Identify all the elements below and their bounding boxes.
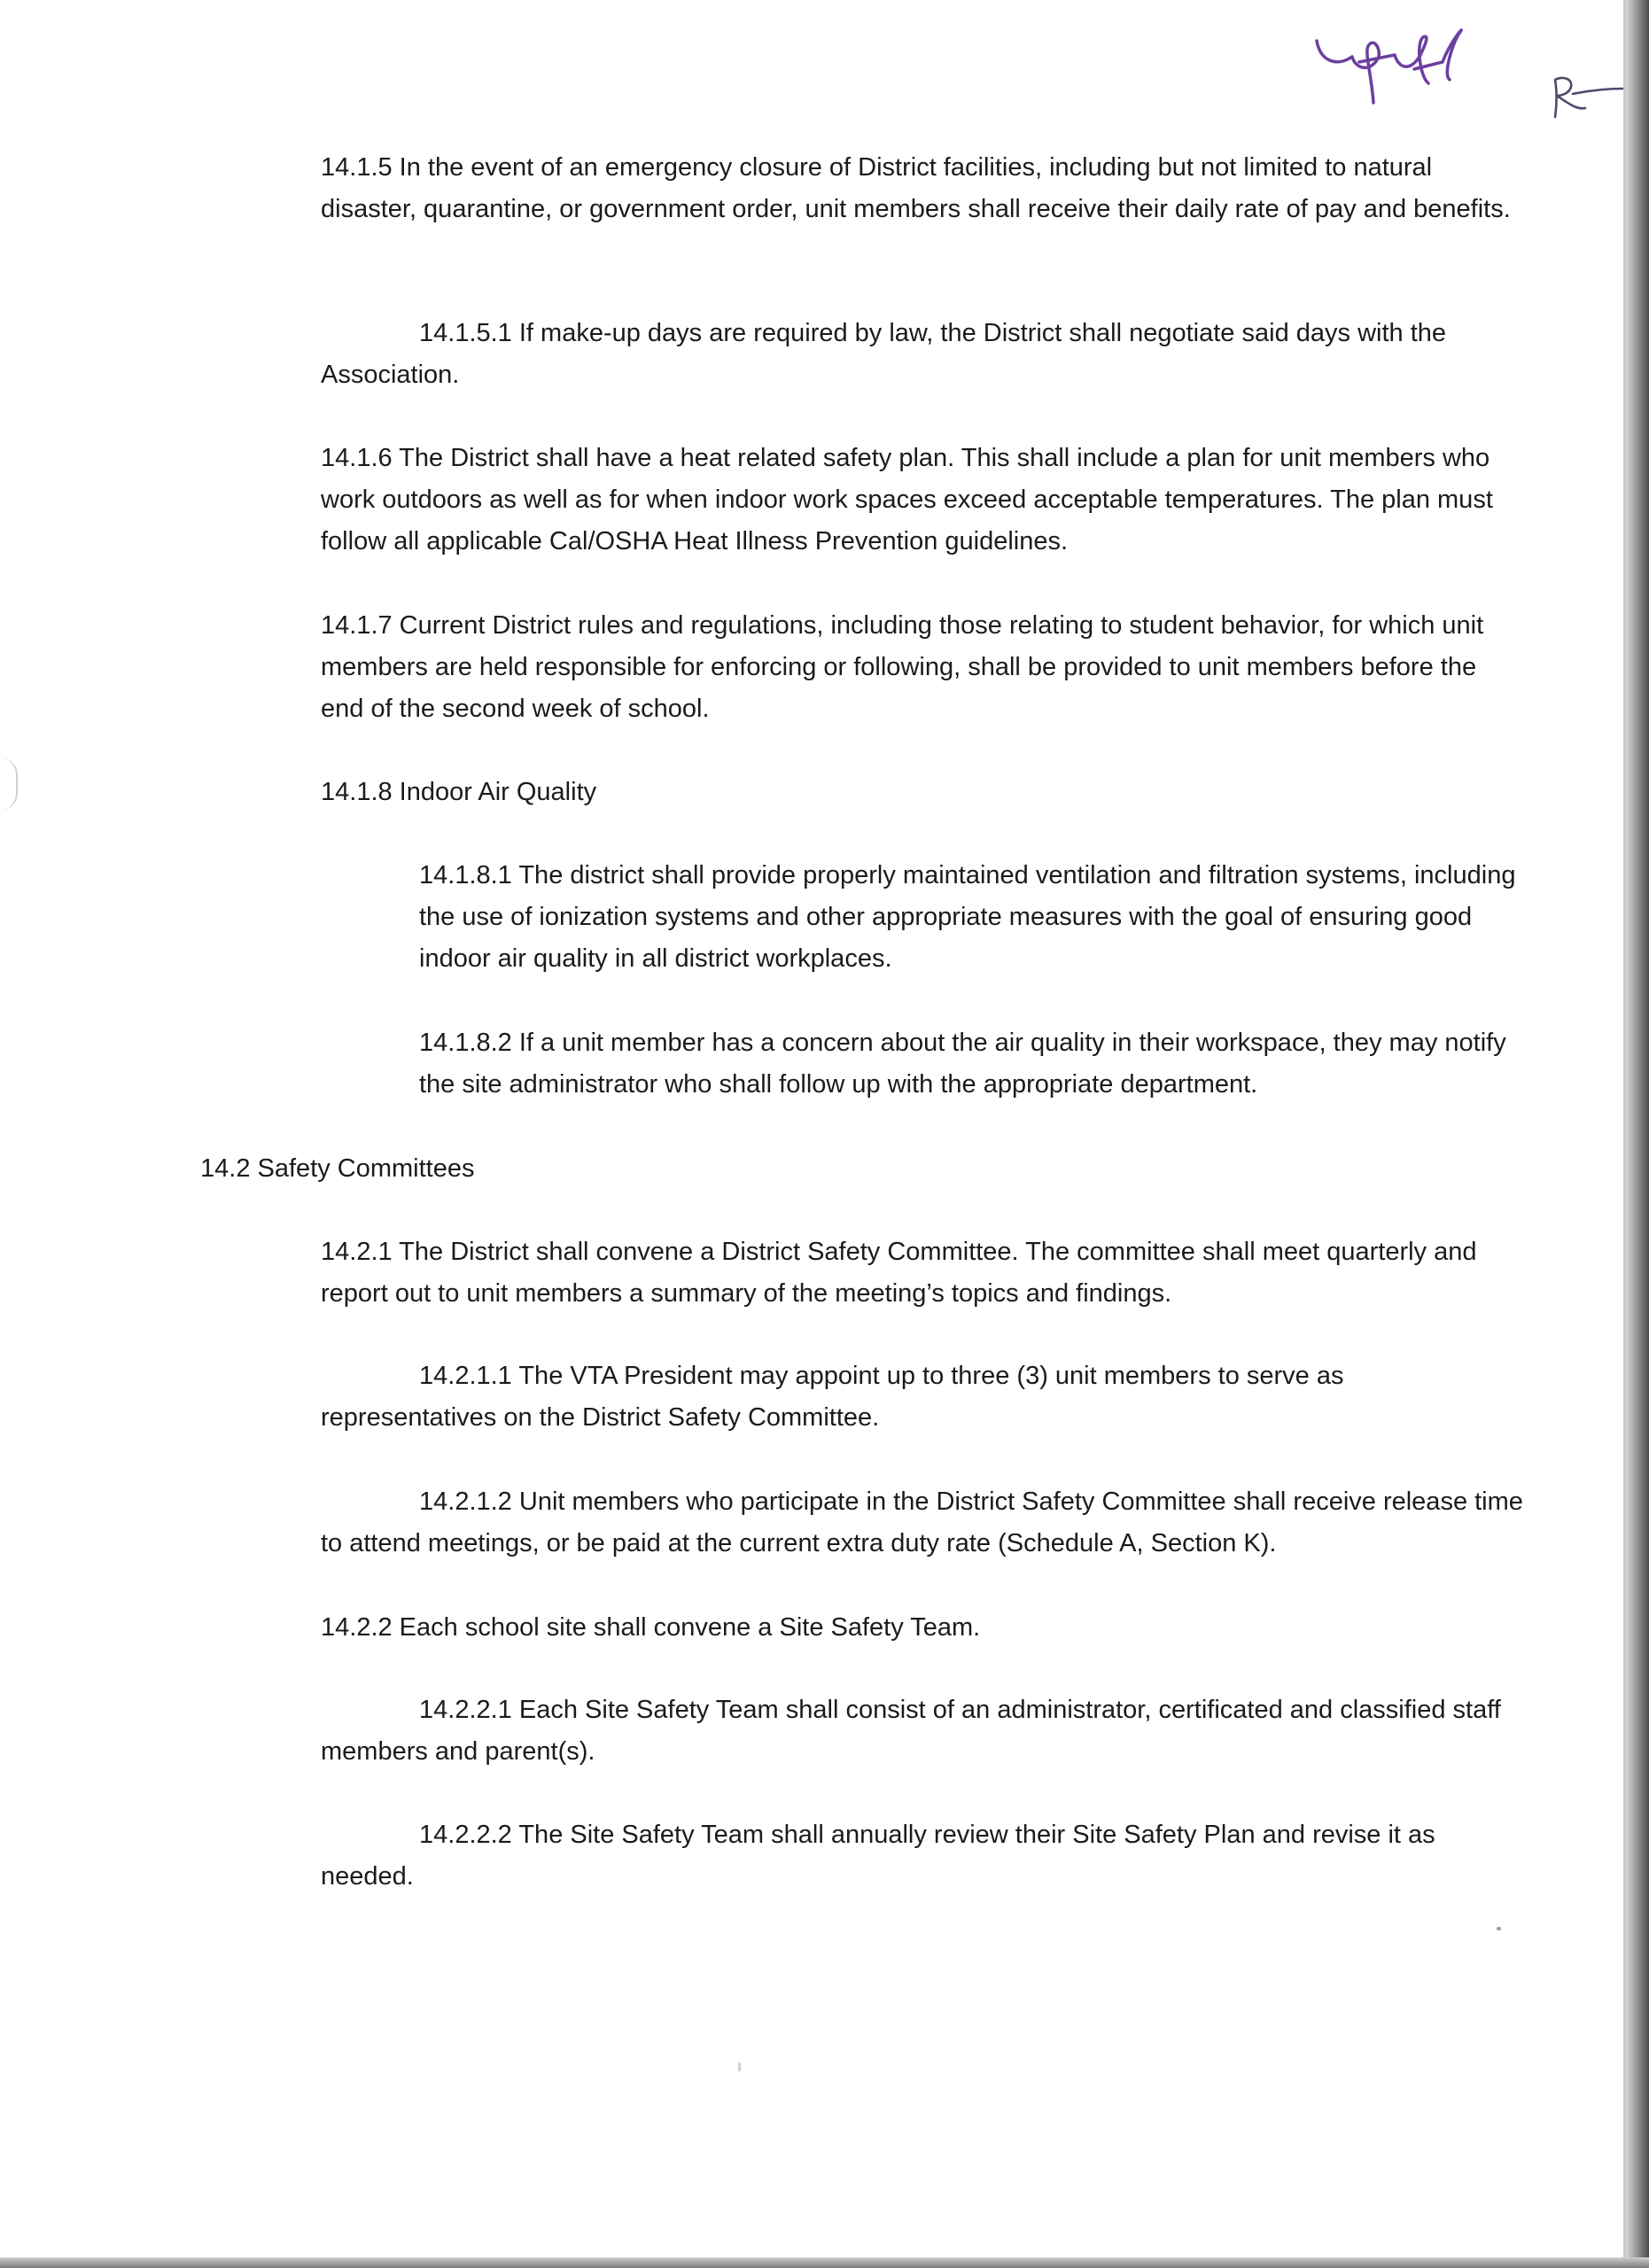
clause-14-2-2-1: 14.2.2.1 Each Site Safety Team shall consist of an administrator, certificated and classified staff members and parent(s). [321, 1696, 1501, 1766]
scan-shadow-bottom [0, 2257, 1649, 2268]
handwritten-r-mark [1546, 73, 1626, 126]
clause-14-1-8-2: 14.1.8.2 If a unit member has a concern about the air quality in their workspace, they may notify the site administrator who shall follow up with the appropriate department. [419, 1029, 1506, 1099]
clause-14-2-2-2: 14.2.2.2 The Site Safety Team shall annually review their Site Safety Plan and revise it as needed. [321, 1821, 1435, 1891]
handwritten-initials [1310, 21, 1487, 119]
scan-shadow-right [1626, 0, 1649, 2268]
clause-14-1-5-1: 14.1.5.1 If make-up days are required by law, the District shall negotiate said days with the Association. [321, 319, 1447, 389]
scan-speck [1497, 1927, 1501, 1930]
clause-14-2-1: 14.2.1 The District shall convene a District Safety Committee. The committee shall meet quarterly and report out to unit members a summary of the meeting’s topics and findings. [321, 1238, 1477, 1308]
scan-speck [738, 2062, 741, 2071]
clause-14-2-1-1: 14.2.1.1 The VTA President may appoint up to three (3) unit members to serve as representatives on the District Safety Committee. [321, 1362, 1344, 1432]
clause-14-1-7: 14.1.7 Current District rules and regulations, including those relating to student behavior, for which unit members are held responsible for enforcing or following, shall be provided to unit members before the end of the second week of school. [321, 611, 1484, 723]
clause-14-1-6: 14.1.6 The District shall have a heat related safety plan. This shall include a plan for unit members who work outdoors as well as for when indoor work spaces exceed acceptable temperatures. The plan must follow all applicable Cal/OSHA Heat Illness Prevention guidelines. [321, 444, 1493, 555]
clause-14-2-2: 14.2.2 Each school site shall convene a Site Safety Team. [321, 1613, 981, 1642]
clause-14-1-8-1: 14.1.8.1 The district shall provide properly maintained ventilation and filtration systems, including the use of ionization systems and other appropriate measures with the goal of ensuring good indoor air quality in all district workplaces. [419, 861, 1516, 973]
section-heading-14-2: 14.2 Safety Committees [200, 1154, 475, 1183]
clause-14-1-8: 14.1.8 Indoor Air Quality [321, 778, 597, 806]
clause-14-2-1-2: 14.2.1.2 Unit members who participate in the District Safety Committee shall receive release time to attend meetings, or be paid at the current extra duty rate (Schedule A, Section K). [321, 1487, 1523, 1557]
hole-punch-shadow [0, 757, 18, 811]
clause-14-1-5: 14.1.5 In the event of an emergency closure of District facilities, including but not limited to natural disaster, quarantine, or government order, unit members shall receive their daily rate of pay and benefits. [321, 153, 1511, 223]
